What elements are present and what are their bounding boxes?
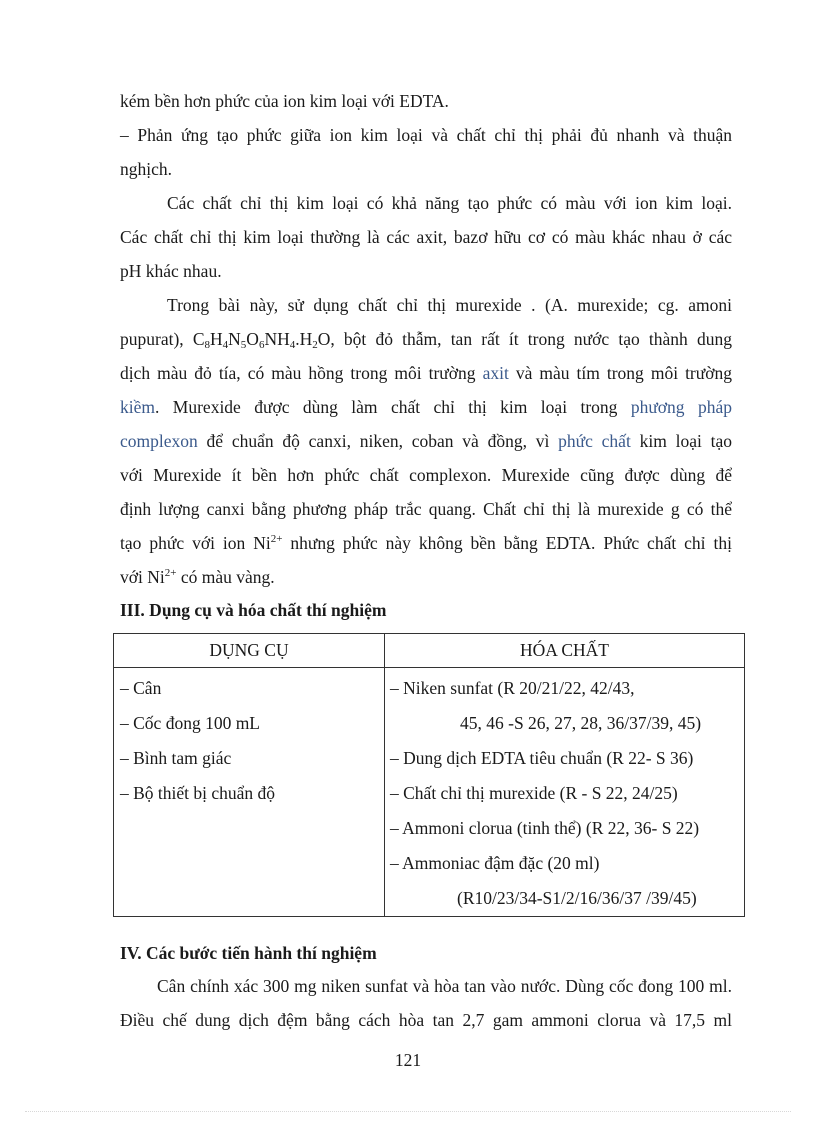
table-header-chemicals: HÓA CHẤT — [385, 634, 745, 668]
list-item: – Ammoniac đậm đặc (20 ml) — [390, 853, 600, 873]
section-heading: IV. Các bước tiến hành thí nghiệm — [120, 943, 377, 963]
text-line: pH khác nhau. — [120, 261, 222, 281]
text-line: với Murexide ít bền hơn phức chất complexon. Murexide cũng được dùng để — [120, 465, 732, 485]
text-line-formula: pupurat), $C_8H_4N_5O_6NH_4.H_2O$, bột đỏ thẫm, tan rất ít trong nước tạo thành dung — [120, 329, 732, 351]
list-item: – Bộ thiết bị chuẩn độ — [120, 783, 276, 803]
text-line: Các chất chỉ thị kim loại có khả năng tạo phức có màu với ion kim loại. — [167, 193, 732, 213]
text-line: nghịch. — [120, 159, 173, 179]
text-line: – Phản ứng tạo phức giữa ion kim loại và chất chỉ thị phải đủ nhanh và thuận — [120, 125, 732, 145]
page-number: 121 — [394, 1050, 422, 1070]
list-item: – Cân — [120, 678, 162, 698]
list-item: – Niken sunfat (R 20/21/22, 42/43, — [390, 678, 635, 698]
equipment-table — [113, 633, 745, 917]
link-phuong-phap[interactable]: phương pháp — [630, 397, 732, 417]
list-item: – Chất chỉ thị murexide (R - S 22, 24/25) — [390, 783, 678, 803]
link-phuc-chat[interactable]: phức chất — [558, 431, 631, 451]
text-line: Cân chính xác 300 mg niken sunfat và hòa tan vào nước. Dùng cốc đong 100 ml. — [157, 976, 732, 996]
list-item: – Cốc đong 100 mL — [120, 713, 260, 733]
tools-cell — [114, 668, 385, 917]
text-line: kém bền hơn phức của ion kim loại với EDTA. — [120, 91, 449, 111]
text-line: Các chất chỉ thị kim loại thường là các axit, bazơ hữu cơ có màu khác nhau ở các — [120, 227, 732, 247]
text-line: complexon để chuẩn độ canxi, niken, coban và đồng, vì phức chất kim loại tạo — [120, 431, 732, 451]
table-header-row — [114, 634, 745, 668]
table-header-tools: DỤNG CỤ — [114, 634, 385, 668]
text-line: Điều chế dung dịch đệm bằng cách hòa tan 2,7 gam ammoni clorua và 17,5 ml — [120, 1010, 732, 1030]
list-item: – Ammoni clorua (tinh thể) (R 22, 36- S 22) — [390, 818, 700, 838]
table-row — [114, 668, 745, 917]
section-heading: III. Dụng cụ và hóa chất thí nghiệm — [120, 600, 387, 620]
link-kiem[interactable]: kiềm — [120, 397, 155, 417]
footer-divider — [25, 1111, 791, 1112]
text-line: kiềm. Murexide được dùng làm chất chỉ thị kim loại trong phương pháp — [120, 397, 732, 417]
link-complexon[interactable]: complexon — [120, 431, 198, 451]
text-line: tạo phức với ion $Ni^{2+}$ nhưng phức này không bền bằng EDTA. Phức chất chỉ thị — [120, 533, 732, 553]
text-line: với $Ni^{2+}$ có màu vàng. — [120, 567, 275, 587]
text-line: dịch màu đỏ tía, có màu hồng trong môi trường axit và màu tím trong môi trường — [120, 363, 732, 383]
link-axit[interactable]: axit — [482, 363, 509, 383]
text-line: định lượng canxi bằng phương pháp trắc quang. Chất chỉ thị là murexide g có thể — [120, 499, 732, 519]
chemicals-cell — [385, 668, 745, 917]
list-item-continuation: (R10/23/34-S1/2/16/36/37 /39/45) — [457, 888, 697, 908]
list-item-continuation: 45, 46 -S 26, 27, 28, 36/37/39, 45) — [460, 713, 702, 733]
text-line: Trong bài này, sử dụng chất chỉ thị murexide . (A. murexide; cg. amoni — [167, 295, 732, 315]
list-item: – Dung dịch EDTA tiêu chuẩn (R 22- S 36) — [390, 748, 694, 768]
list-item: – Bình tam giác — [120, 748, 232, 768]
